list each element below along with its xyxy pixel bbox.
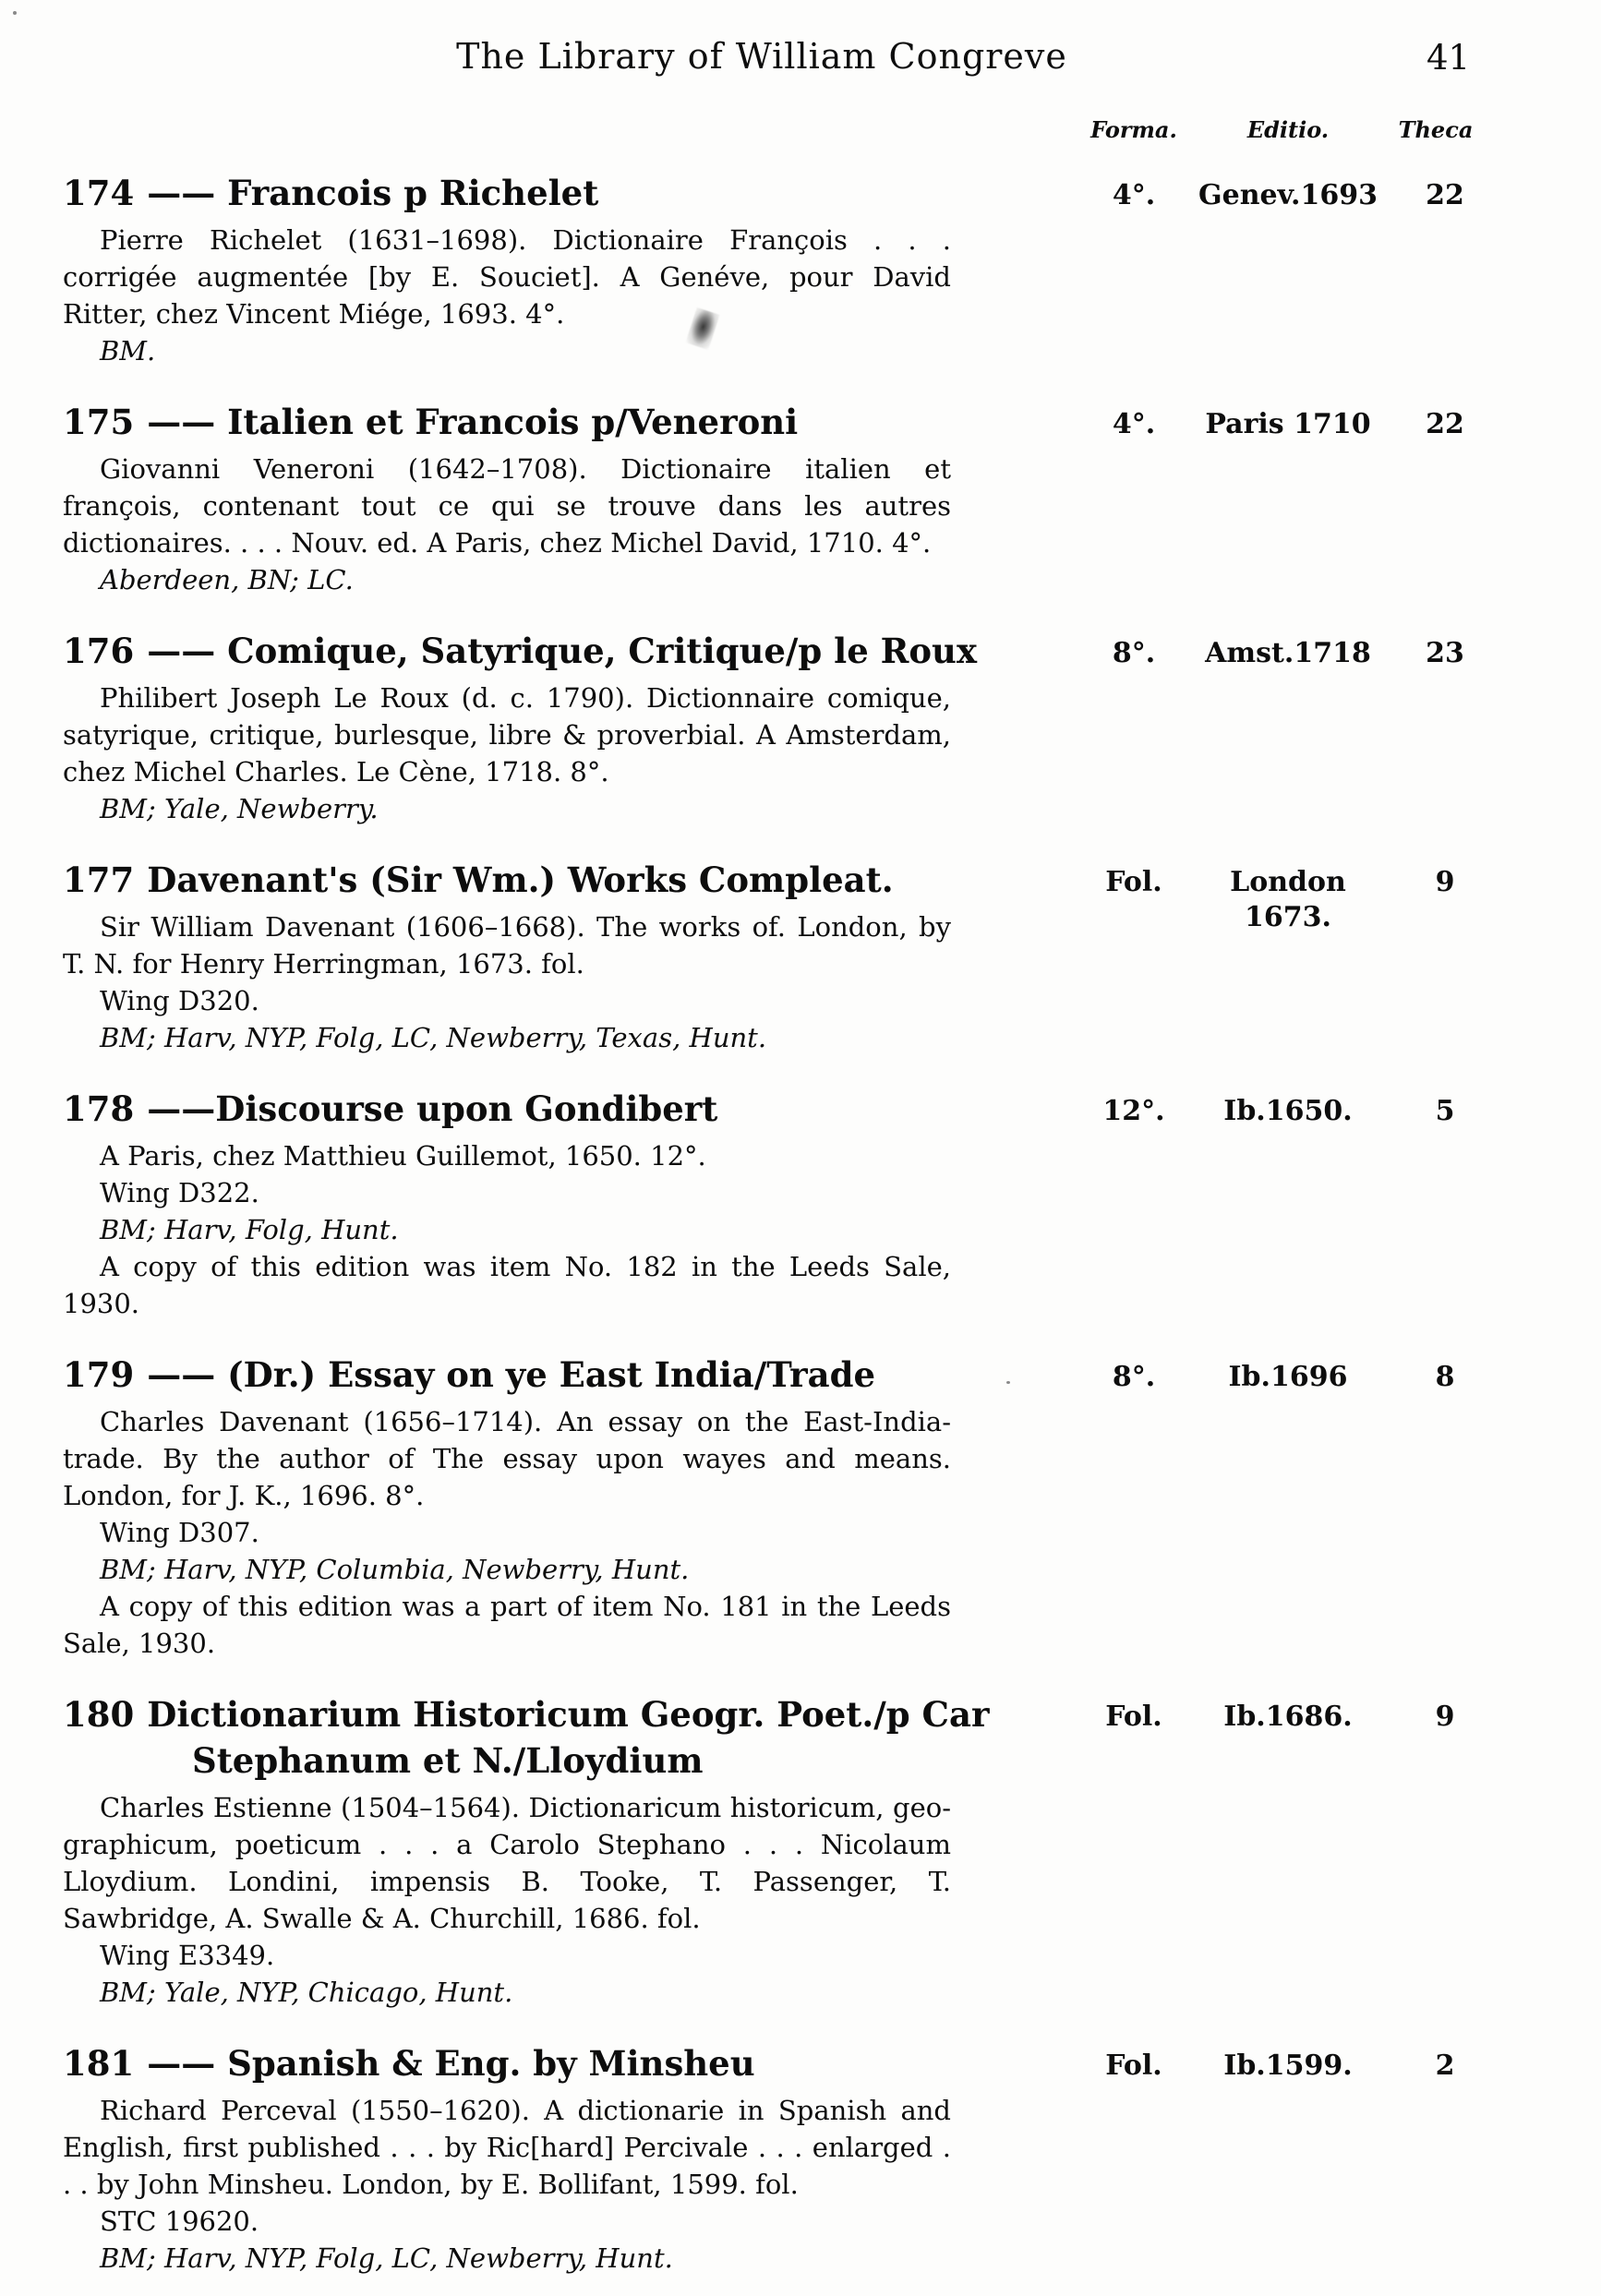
entry-number: 174 bbox=[63, 173, 135, 213]
forma-value: 8°. bbox=[1112, 637, 1156, 669]
entry-179 bbox=[0, 1352, 1601, 1662]
entry-reference: Wing D322. bbox=[100, 1177, 259, 1208]
entry-description: Charles Davenant (1656–1714). An essay on the East-India-trade. By the author of The essay upon wayes and means. London, for J. K., 1696. 8°. bbox=[63, 1406, 951, 1511]
entry-reference: Wing D320. bbox=[100, 985, 259, 1016]
entry-174 bbox=[0, 170, 1601, 369]
entry-title: ——Discourse upon Gondibert bbox=[147, 1088, 718, 1129]
entry-libraries: BM; Yale, Newberry. bbox=[100, 793, 379, 824]
forma-value: Fol. bbox=[1105, 866, 1162, 898]
entry-description: Charles Estienne (1504–1564). Dictionaricum historicum, geo-graphicum, poeticum . . . a Carolo Stephano . . . Nicolaum Lloydium. Londini, impensis B. Tooke, T. Passenger, T. Sawbridge, A. Swalle & A. Churchill, 1686. fol. bbox=[63, 1792, 951, 1934]
entry-heading bbox=[63, 170, 977, 216]
forma-value: 8°. bbox=[1112, 1361, 1156, 1393]
editio-value: Ib.1650. bbox=[1223, 1095, 1353, 1127]
entry-number: 179 bbox=[63, 1354, 135, 1395]
entry-title: —— Comique, Satyrique, Critique/p le Roux bbox=[147, 631, 978, 671]
column-header-editio: Editio. bbox=[1246, 116, 1330, 143]
entry-reference: Wing E3349. bbox=[100, 1940, 275, 1971]
entry-number: 177 bbox=[63, 859, 135, 900]
entry-heading bbox=[63, 1352, 977, 1398]
entry-libraries: BM; Harv, NYP, Folg, LC, Newberry, Hunt. bbox=[100, 2242, 673, 2274]
entry-heading bbox=[63, 1086, 977, 1132]
catalogue-entries bbox=[0, 170, 1601, 2296]
entry-libraries: BM. bbox=[100, 335, 156, 367]
entry-181 bbox=[0, 2040, 1601, 2277]
entry-libraries: BM; Harv, NYP, Folg, LC, Newberry, Texas, Hunt. bbox=[100, 1022, 767, 1053]
entry-180 bbox=[0, 1691, 1601, 2011]
entry-heading bbox=[63, 399, 977, 445]
entry-description: A Paris, chez Matthieu Guillemot, 1650. 12°. bbox=[100, 1140, 706, 1172]
entry-177 bbox=[0, 857, 1601, 1056]
column-header-theca: Theca bbox=[1398, 116, 1474, 143]
entry-heading bbox=[63, 628, 977, 674]
entry-number: 180 bbox=[63, 1694, 135, 1735]
theca-value: 9 bbox=[1435, 1701, 1455, 1733]
theca-value: 22 bbox=[1426, 408, 1464, 440]
entry-number: 175 bbox=[63, 402, 135, 442]
theca-value: 9 bbox=[1435, 866, 1455, 898]
column-headers bbox=[0, 116, 1601, 144]
entry-heading bbox=[63, 2040, 977, 2086]
entry-175 bbox=[0, 399, 1601, 598]
entry-178 bbox=[0, 1086, 1601, 1322]
entry-title: —— Italien et Francois p/Veneroni bbox=[147, 402, 799, 442]
entry-libraries: Aberdeen, BN; LC. bbox=[100, 564, 354, 595]
entry-number: 181 bbox=[63, 2043, 135, 2084]
editio-value: London 1673. bbox=[1230, 866, 1346, 933]
entry-description: Pierre Richelet (1631–1698). Dictionaire François . . . corrigée augmentée [by E. Souciet]. A Genéve, pour David Ritter, chez Vincent Miége, 1693. 4°. bbox=[63, 224, 951, 330]
theca-value: 8 bbox=[1435, 1361, 1455, 1393]
entry-note: A copy of this edition was a part of item No. 181 in the Leeds Sale, 1930. bbox=[63, 1591, 951, 1659]
theca-value: 22 bbox=[1426, 179, 1464, 211]
entry-reference: STC 19620. bbox=[100, 2206, 259, 2237]
forma-value: 4°. bbox=[1112, 179, 1156, 211]
entry-176 bbox=[0, 628, 1601, 827]
scan-speck bbox=[13, 11, 17, 15]
entry-title: Davenant's (Sir Wm.) Works Compleat. bbox=[147, 859, 894, 900]
editio-value: Genev.1693 bbox=[1198, 179, 1378, 211]
page-number: 41 bbox=[1426, 38, 1471, 78]
entry-number: 176 bbox=[63, 631, 135, 671]
forma-value: 4°. bbox=[1112, 408, 1156, 440]
entry-libraries: BM; Yale, NYP, Chicago, Hunt. bbox=[100, 1977, 513, 2008]
entry-title-line2: Stephanum et N./Lloydium bbox=[192, 1740, 704, 1781]
editio-value: Ib.1686. bbox=[1223, 1701, 1353, 1733]
forma-value: Fol. bbox=[1105, 1701, 1162, 1733]
entry-title: —— Francois p Richelet bbox=[147, 173, 599, 213]
entry-title: Dictionarium Historicum Geogr. Poet./p Car bbox=[147, 1694, 990, 1735]
page-title: The Library of William Congreve bbox=[456, 36, 1067, 77]
forma-value: 12°. bbox=[1102, 1095, 1165, 1127]
entry-description: Giovanni Veneroni (1642–1708). Dictionaire italien et françois, contenant tout ce qui se trouve dans les autres dictionaires. . . . Nouv. ed. A Paris, chez Michel David, 1710. 4°. bbox=[63, 453, 951, 559]
editio-value: Amst.1718 bbox=[1205, 637, 1371, 669]
column-header-forma: Forma. bbox=[1090, 116, 1177, 143]
entry-heading bbox=[63, 857, 977, 903]
entry-title: —— Spanish & Eng. by Minsheu bbox=[147, 2043, 755, 2084]
theca-value: 23 bbox=[1426, 637, 1464, 669]
entry-description: Richard Perceval (1550–1620). A dictionarie in Spanish and English, first published . . . by Ric[hard] Percivale . . . enlarged . . . by John Minsheu. London, by E. Bollifant, 1599. fol. bbox=[63, 2095, 951, 2200]
entry-description: Sir William Davenant (1606–1668). The works of. London, by T. N. for Henry Herringman, 1673. fol. bbox=[63, 911, 951, 980]
entry-title: —— (Dr.) Essay on ye East India/Trade bbox=[147, 1354, 875, 1395]
forma-value: Fol. bbox=[1105, 2050, 1162, 2082]
editio-value: Ib.1599. bbox=[1223, 2050, 1353, 2082]
entry-heading bbox=[63, 1691, 990, 1784]
editio-value: Paris 1710 bbox=[1205, 408, 1371, 440]
entry-description: Philibert Joseph Le Roux (d. c. 1790). Dictionnaire comique, satyrique, critique, burlesque, libre & proverbial. A Amsterdam, chez Michel Charles. Le Cène, 1718. 8°. bbox=[63, 682, 951, 787]
theca-value: 2 bbox=[1435, 2050, 1455, 2082]
entry-libraries: BM; Harv, Folg, Hunt. bbox=[100, 1214, 399, 1245]
entry-reference: Wing D307. bbox=[100, 1517, 259, 1548]
theca-value: 5 bbox=[1435, 1095, 1455, 1127]
editio-value: Ib.1696 bbox=[1228, 1361, 1348, 1393]
entry-number: 178 bbox=[63, 1088, 135, 1129]
entry-note: A copy of this edition was item No. 182 in the Leeds Sale, 1930. bbox=[63, 1251, 951, 1319]
entry-libraries: BM; Harv, NYP, Columbia, Newberry, Hunt. bbox=[100, 1554, 690, 1585]
